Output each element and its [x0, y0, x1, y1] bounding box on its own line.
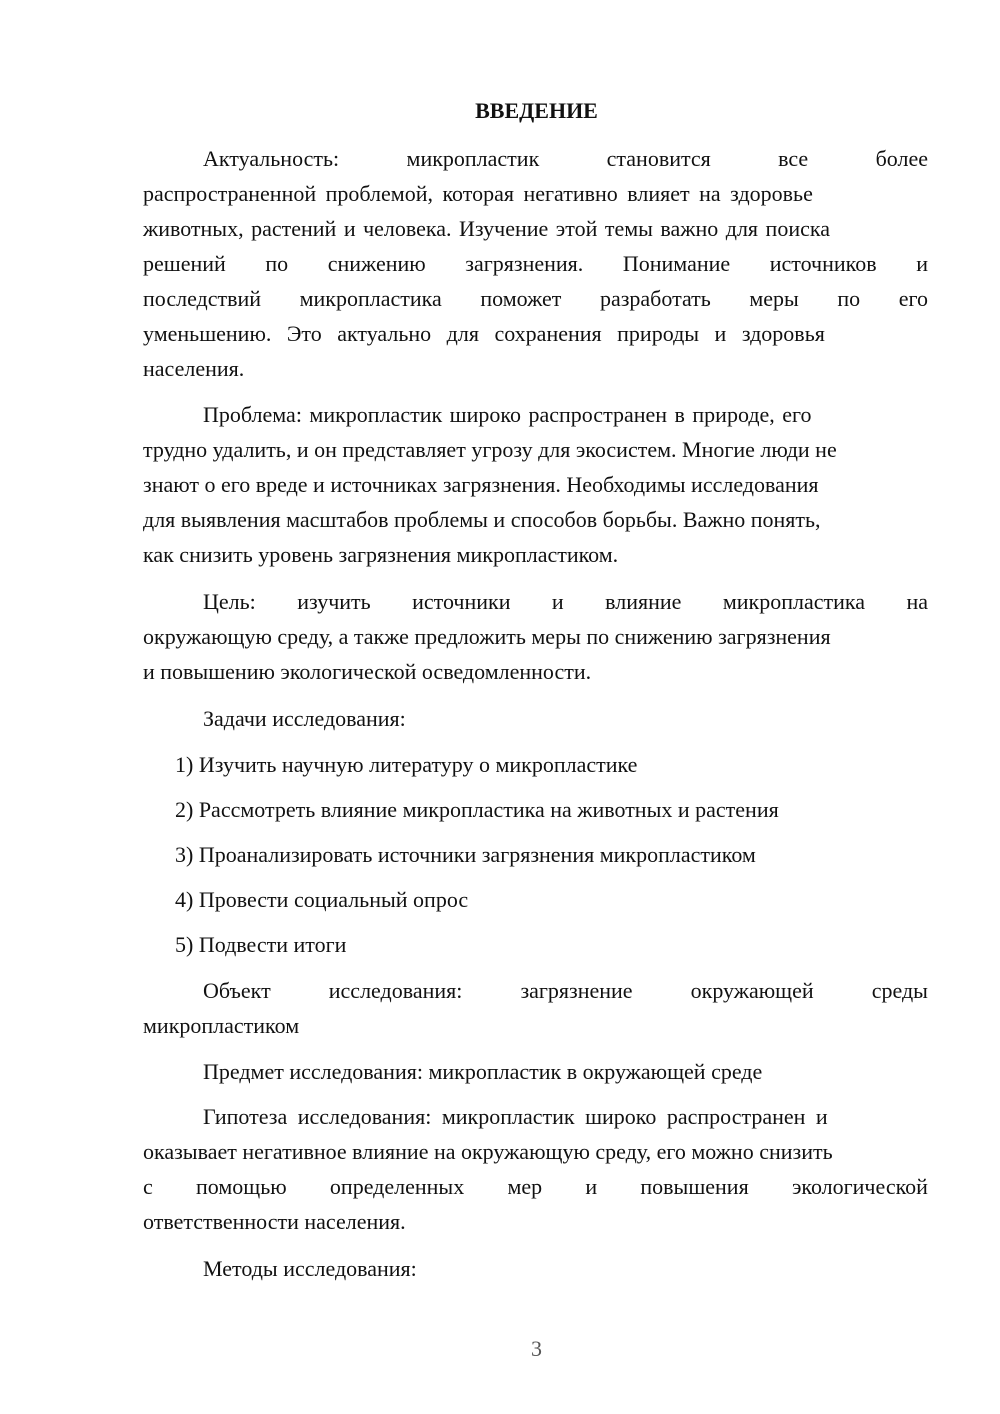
problem-line-2: трудно удалить, и он представляет угрозу для экосистем. Многие люди не: [143, 437, 837, 462]
tasks-heading: Задачи исследования:: [203, 706, 406, 731]
methods-heading: Методы исследования:: [203, 1256, 417, 1281]
problem-line-3: знают о его вреде и источниках загрязнения. Необходимы исследования: [143, 472, 819, 497]
relevance-line-5: последствий микропластика поможет разработать меры по его: [143, 286, 928, 311]
problem-line-1: Проблема: микропластик широко распространен в природе, его: [203, 402, 812, 427]
task-item-3: 3) Проанализировать источники загрязнения микропластиком: [175, 842, 756, 867]
task-item-4: 4) Провести социальный опрос: [175, 887, 469, 912]
task-item-1: 1) Изучить научную литературу о микропластике: [175, 752, 638, 777]
problem-line-4: для выявления масштабов проблемы и способов борьбы. Важно понять,: [143, 507, 821, 532]
relevance-line-7: населения.: [143, 356, 245, 381]
hypothesis-line-3: с помощью определенных мер и повышения экологической: [143, 1174, 928, 1199]
relevance-line-3: животных, растений и человека. Изучение этой темы важно для поиска: [143, 216, 830, 241]
hypothesis-line-2: оказывает негативное влияние на окружающую среду, его можно снизить: [143, 1139, 833, 1164]
relevance-line-4: решений по снижению загрязнения. Понимание источников и: [143, 251, 928, 276]
task-item-2: 2) Рассмотреть влияние микропластика на животных и растения: [175, 797, 779, 822]
problem-line-5: как снизить уровень загрязнения микропластиком.: [143, 542, 619, 567]
goal-line-3: и повышению экологической осведомленности.: [143, 659, 592, 684]
document-title: ВВЕДЕНИЕ: [475, 98, 598, 123]
subject-line: Предмет исследования: микропластик в окружающей среде: [203, 1059, 763, 1084]
relevance-line-1: Актуальность: микропластик становится все более: [203, 146, 928, 171]
goal-line-2: окружающую среду, а также предложить меры по снижению загрязнения: [143, 624, 831, 649]
hypothesis-line-4: ответственности населения.: [143, 1209, 406, 1234]
object-line-1: Объект исследования: загрязнение окружающей среды: [203, 978, 928, 1003]
object-line-2: микропластиком: [143, 1013, 300, 1038]
hypothesis-line-1: Гипотеза исследования: микропластик широко распространен и: [203, 1104, 828, 1129]
relevance-line-2: распространенной проблемой, которая негативно влияет на здоровье: [143, 181, 813, 206]
page-number: 3: [531, 1336, 542, 1361]
relevance-line-6: уменьшению. Это актуально для сохранения природы и здоровья: [143, 321, 825, 346]
task-item-5: 5) Подвести итоги: [175, 932, 347, 957]
goal-line-1: Цель: изучить источники и влияние микропластика на: [203, 589, 928, 614]
